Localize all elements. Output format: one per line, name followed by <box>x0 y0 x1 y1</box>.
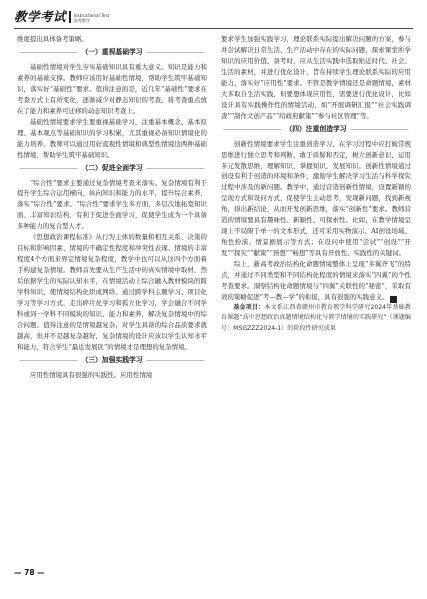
paragraph-continued: 要求学生加强实践学习，理论联系实际提出解决问题的方案，参与并尝试解决日常生活、生产活动中存在的实际问题，探索课堂所学知识的应用价值。备考时，应从生活实践中选取贴近时代、社会、生活的素材，并进行优化设计，旨在持续学生理论联系实际的应用能力，落实好“应用性”要求。不管是教学情境还是命题情境，素材大多取自生活实践，但要想体现应用性，需要进行优化设计，比如设计具有实践操作性的情境活动，如“开展调研汇报”“社会实践调查”“制作文创产品”“给政府献策”“参与社区管理”等。 <box>221 35 411 120</box>
section-heading-2 <box>17 162 207 176</box>
section-heading-1 <box>17 46 207 60</box>
journal-header <box>14 6 413 29</box>
paragraph: 应用性情境具有很强的实践性。应用性情境 <box>29 370 153 379</box>
paragraph-conclusion <box>221 259 411 303</box>
section-heading-3 <box>17 354 207 368</box>
fund-note <box>221 303 411 334</box>
fund-label: 基金项目： <box>233 303 265 311</box>
journal-subtitle <box>74 13 110 23</box>
section-title-comprehensive-learning: （二）促进全面学习 <box>77 163 146 174</box>
right-column <box>221 34 411 334</box>
section-title-basic-learning: （一）重视基础学习 <box>77 47 146 58</box>
end-mark-icon: ZJ <box>390 296 397 303</box>
page-number: — 78 — <box>14 568 45 577</box>
paragraph: “综合性”要求主要通过复杂情境考查来落实。复杂情境有利于提升学生综合运用横向、纵向知识和能力的水平，提升综合素养，落实“综合性”要求。“综合性”要求学生多方面、多层次地拓宽知识面、丰富知识结构，有利于促进全面学习，促使学生成为一个具备多种能力的复合型人才。 <box>17 178 207 231</box>
paragraph: 创新性情境要求学生注重创造学习，在学习过程中应打破常规思维进行独立思考和判断，敢于质疑和否定，树立创新意识，运用多元发散思维，理解知识，掌握知识，发展知识。创新性情境通过创设有利于创造的环境和条件，激励学生解决学习生活与科学探究过程中涉及的新问题。教学中，通过营造创新性情境，设置新颖的呈现方式和设问方式，促使学生主动思考，发现新问题，找到新视角，得出新结论，从而开发创新思维，落实“创新性”要求。教师营造的情境要具有趣味性、新颖性、可探索性。比如，在教学情境呈现上不局限于单一的文本形式，还可采用实物演示、AI创设场域、角色扮演、情景剧展示等方式；在设问中使用“尝试”“创设”“开发”“探究”“献策”“预想”“畅想”等具有开放性、实践性的关键词。 <box>221 139 411 258</box>
left-column <box>17 34 207 381</box>
paragraph-intro-tail: 维度提出具体备考策略。 <box>17 35 88 43</box>
section-heading-4 <box>221 123 411 137</box>
fund-text: 本文系江西省赣州市教育教学科学研究2024年基础教育课题“高中思想政治真题情境结构化与教学情境的实践研究”（课题编号：MSGZZZ2024-1）的阶段性研究成果 <box>221 303 411 332</box>
journal-subtitle-cn: 高考数学 <box>73 18 91 23</box>
section-title-practical-learning: （三）加强实践学习 <box>77 355 146 366</box>
conclusion-text: 综上，新高考政治结构化命题情境整体上呈现“多翼齐飞”的特点，并通过不同类型和不同结构化程度的情境来落实“四翼”的个性考查要求。洞察结构化命题情境与“四翼”关联性的“秘密”，采取有效的策略促进“考—教—学”的衔接，具有很强的实践意义。 <box>221 260 411 301</box>
section-title-creative-learning: （四）注重创造学习 <box>281 124 350 135</box>
logo-divider <box>69 11 71 23</box>
paragraph: 《思想政治课程标准》从行为主体的数量和相互关系、决策的目标和影响因素、情境的不确定性程度和冲突性表现、情境的丰富程度4个方面来界定情境复杂程度，教学中也可以从这四个方面着手构建复杂情境。教师首先要从生产生活中的真实情境中取材，然后依据学生的实际认知水平，在情境活动上综合融入教材模块的跨学科知识，使情境结构化织成网络。通过跨学科主题学习、项目化学习等学习方式，走出碎片化学习和孤立化学习，学会融合不同学科或同一学科不同模块的知识、能力和素养，解决复杂情境中的综合问题。值得注意的是情境越复杂，对学生具备的综合品质要求就越高，但并不是越复杂越好，复杂情境的设计应该以学生认知水平和能力，符合学生“最近发展区”的情境才是理想的复杂情境。 <box>17 233 207 351</box>
journal-logo <box>14 7 109 25</box>
journal-title: 教学考试 <box>14 9 67 24</box>
paragraph: 基础性情境对学生夯实基础知识具有重大意义。知识是能力和素养的基础支撑。教师应该用好基础性情境，帮助学生筑牢基础知识，落实好“基础性”要求。值得注意的是，近几年“基础性”要求在考查方式上有所变化，逐渐减少对静态知识的考查，将考查重点放在了能力和素养可迁移的动态知识考查上。 <box>17 62 207 115</box>
paragraph: 基础性情境要求学生要重视基础学习，注重基本概念、基本原理、基本观点等基础知识的学习积累，尤其重视必备知识情境化的能力培养。教师可以通过用好直观性情境和典型性情境这两种基础性情境，帮助学生筑牢基础知识。 <box>17 117 207 159</box>
journal-subtitle-en: Instructional Test <box>73 13 110 18</box>
